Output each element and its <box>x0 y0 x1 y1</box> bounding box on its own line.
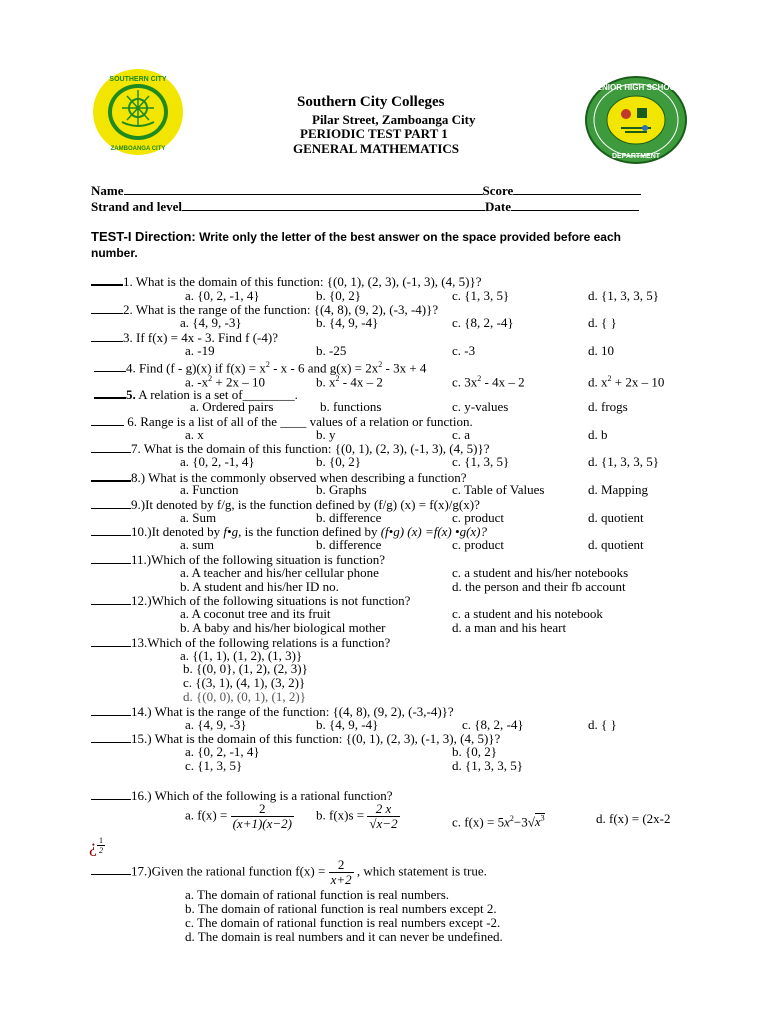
q7-option-d: d. {1, 3, 3, 5} <box>588 454 659 469</box>
q6-option-a: a. x <box>185 427 204 442</box>
q13-option-d: d. {(0, 0), (0, 1), (1, 2)} <box>183 689 306 704</box>
q2-option-a: a. {4, 9, -3} <box>180 315 242 330</box>
question-9 <box>91 497 480 512</box>
answer-blank-15[interactable] <box>91 731 131 743</box>
direction-text: Write only the letter of the best answer on the space provided before each <box>199 230 621 244</box>
answer-blank-12[interactable] <box>91 593 131 605</box>
q2-option-b: b. {4, 9, -4} <box>316 315 379 330</box>
q7-option-b: b. {0, 2} <box>316 454 361 469</box>
q8-option-b: b. Graphs <box>316 482 367 497</box>
q4-sup-1: 2 <box>265 360 270 369</box>
q8-option-d: d. Mapping <box>588 482 648 497</box>
q5-option-d: d. frogs <box>588 399 628 414</box>
q6-option-b: b. y <box>316 427 336 442</box>
q1-option-d: d. {1, 3, 3, 5} <box>588 288 659 303</box>
q4-option-a: a. $-x^2 + 2x - 10$ <box>185 374 265 390</box>
answer-blank-9[interactable] <box>91 497 131 509</box>
q4-option-d: d. $x^2 + 2x - 10$ <box>588 374 665 390</box>
question-8-text: 8.) What is the commonly observed when describing a function? <box>131 470 467 485</box>
answer-blank-3[interactable] <box>91 330 123 342</box>
subject-name: GENERAL MATHEMATICS <box>293 141 460 156</box>
q1-option-c: c. {1, 3, 5} <box>452 288 510 303</box>
q17-option-b: b. The domain of rational function is real numbers except 2. <box>185 901 497 916</box>
q6-option-d: d. b <box>588 427 608 442</box>
q15-option-d: d. {1, 3, 3, 5} <box>452 758 523 773</box>
question-5-text: A relation is a set of________. <box>135 387 298 402</box>
q12-option-c: c. a student and his notebook <box>452 606 603 621</box>
southern-city-colleges-logo <box>92 68 184 156</box>
answer-blank-1[interactable] <box>91 273 123 286</box>
question-11-text: 11.)Which of the following situation is function? <box>131 552 386 567</box>
q5-option-b: b. functions <box>320 399 382 414</box>
q4-sup-2: 2 <box>378 360 383 369</box>
q2-option-c: c. {8, 2, -4} <box>452 315 514 330</box>
question-13-text: 13.Which of the following relations is a function? <box>131 635 391 650</box>
answer-blank-13[interactable] <box>91 635 131 647</box>
answer-blank-10[interactable] <box>91 524 131 536</box>
q15-option-a: a. {0, 2, -1, 4} <box>185 744 260 759</box>
q3-option-d: d. 10 <box>588 343 614 358</box>
q2-option-d: d. { } <box>588 315 617 330</box>
question-16-text: 16.) Which of the following is a rational function? <box>131 788 393 803</box>
question-15 <box>91 731 500 746</box>
question-7-text: 7. What is the domain of this function: {(0, 1), (2, 3), (-1, 3), (4, 5)}? <box>131 441 490 456</box>
q9-option-d: d. quotient <box>588 510 644 525</box>
test-name: PERIODIC TEST PART 1 <box>300 126 448 141</box>
q4-text-post: - 3x + 4 <box>382 360 427 376</box>
question-7 <box>91 441 489 456</box>
senior-high-school-seal <box>585 76 687 164</box>
score-blank[interactable] <box>513 183 641 195</box>
question-14-text: 14.) What is the range of the function: {(4, 8), (9, 2), (-3,-4)}? <box>131 704 454 719</box>
q16-option-d: d. f(x) = (2x-2 <box>596 811 671 826</box>
answer-blank-8[interactable] <box>91 469 131 482</box>
q7-option-c: c. {1, 3, 5} <box>452 454 510 469</box>
q11-option-a: a. A teacher and his/her cellular phone <box>180 565 379 580</box>
answer-blank-14[interactable] <box>91 704 131 716</box>
question-9-text: 9.)It denoted by f/g, is the function defined by (f/g) (x) = f(x)/g(x)? <box>131 497 480 512</box>
svg-text:SOUTHERN CITY: SOUTHERN CITY <box>109 76 167 83</box>
school-address: Pilar Street, Zamboanga City <box>312 112 476 127</box>
stray-mark: ¿ $\frac{1}{2}$ <box>89 836 103 856</box>
school-name: Southern City Colleges <box>297 94 445 110</box>
q9-option-b: b. difference <box>316 510 382 525</box>
svg-text:DEPARTMENT: DEPARTMENT <box>611 153 661 160</box>
q14-option-a: a. {4, 9, -3} <box>185 717 247 732</box>
answer-blank-17[interactable] <box>91 863 131 875</box>
q11-option-d: d. the person and their fb account <box>452 579 626 594</box>
q4-option-c: c. $3x^2 - 4x - 2$ <box>452 374 525 390</box>
q17-option-a: a. The domain of rational function is real numbers. <box>185 887 450 902</box>
question-17: 17.)Given the rational function f(x) = $\frac{2}{x+2}$ , which statement is true. <box>91 858 487 887</box>
q13-option-b: b. {(0, 0}, (1, 2), (2, 3)} <box>183 661 308 676</box>
question-10: 10.)It denoted by f•g, is the function defined by (f•g) (x) =f(x) •g(x)? <box>91 524 487 539</box>
name-label: Name <box>91 183 124 198</box>
q12-option-b: b. A baby and his/her biological mother <box>180 620 386 635</box>
q8-option-a: a. Function <box>180 482 239 497</box>
q10-option-a: a. sum <box>180 537 214 552</box>
answer-blank-6[interactable] <box>91 414 124 426</box>
question-3-text: 3. If f(x) = 4x - 3. Find f (-4)? <box>123 330 278 345</box>
q5-option-c: c. y-values <box>452 399 509 414</box>
q16-b-fraction: $\frac{2 x}{√x-2}$ <box>369 801 398 831</box>
q4-option-b: b. $x^2 - 4x - 2$ <box>316 374 383 390</box>
answer-blank-7[interactable] <box>91 441 131 453</box>
direction-label: TEST-I Direction: <box>91 229 196 244</box>
q14-option-b: b. {4, 9, -4} <box>316 717 379 732</box>
q9-option-a: a. Sum <box>180 510 217 525</box>
q6-option-c: c. a <box>452 427 471 442</box>
strand-blank[interactable] <box>182 199 485 211</box>
q8-option-c: c. Table of Values <box>452 482 545 497</box>
question-1-text: 1. What is the domain of this function: {(0, 1), (2, 3), (-1, 3), (4, 5)}? <box>123 274 482 289</box>
svg-text:SENIOR HIGH SCHOOL: SENIOR HIGH SCHOOL <box>591 83 681 92</box>
strand-field <box>91 199 639 215</box>
answer-blank-2[interactable] <box>91 302 123 314</box>
question-8 <box>91 469 467 485</box>
q11-option-b: b. A student and his/her ID no. <box>180 579 339 594</box>
q12-option-a: a. A coconut tree and its fruit <box>180 606 331 621</box>
q14-option-c: c. {8, 2, -4} <box>462 717 524 732</box>
q3-option-b: b. -25 <box>316 343 347 358</box>
q3-option-c: c. -3 <box>452 343 476 358</box>
q13-option-c: c. {(3, 1), (4, 1), (3, 2)} <box>183 675 306 690</box>
q17-option-d: d. The domain is real numbers and it can never be undefined. <box>185 929 503 944</box>
q3-option-a: a. -19 <box>185 343 215 358</box>
test-direction <box>91 228 621 246</box>
q5-option-a: a. Ordered pairs <box>190 399 274 414</box>
strand-label: Strand and level <box>91 199 183 214</box>
q7-option-a: a. {0, 2, -1, 4} <box>180 454 255 469</box>
question-1 <box>91 273 481 289</box>
q16-a-fraction: $\frac{2}{(x+1)(x-2)}$ <box>232 801 292 831</box>
q4-text-pre: 4. Find (f - g)(x) if f(x) = x <box>126 360 266 376</box>
q16-option-b: b. f(x)s = $\frac{2 x}{√x-2}$ <box>316 801 398 831</box>
q10-option-c: c. product <box>452 537 504 552</box>
q10-option-b: b. difference <box>316 537 382 552</box>
answer-blank-16[interactable] <box>91 788 131 800</box>
q12-option-d: d. a man and his heart <box>452 620 567 635</box>
q10-option-d: d. quotient <box>588 537 644 552</box>
date-blank[interactable] <box>511 199 639 211</box>
question-12-text: 12.)Which of the following situations is not function? <box>131 593 411 608</box>
q15-option-c: c. {1, 3, 5} <box>185 758 243 773</box>
answer-blank-11[interactable] <box>91 552 131 564</box>
question-6-text: 6. Range is a list of all of the ____ values of a relation or function. <box>127 414 473 429</box>
answer-blank-5[interactable] <box>94 386 126 399</box>
question-6 <box>91 414 473 429</box>
score-label: Score <box>482 183 514 198</box>
svg-text:ZAMBOANGA CITY: ZAMBOANGA CITY <box>110 146 166 152</box>
date-label: Date <box>485 199 512 214</box>
q4-text-mid: - x - 6 and g(x) = 2x <box>269 360 379 376</box>
q15-option-b: b. {0, 2} <box>452 744 497 759</box>
direction-text-cont: number. <box>91 246 138 260</box>
q11-option-c: c. a student and his/her notebooks <box>452 565 629 580</box>
name-field <box>91 183 641 199</box>
q16-option-a: a. f(x) = $\frac{2}{(x+1)(x-2)}$ <box>185 801 292 831</box>
q16-option-c: c. $f(x) = 5x^2-3√x^3$ <box>452 814 545 830</box>
q1-option-b: b. {0, 2} <box>316 288 361 303</box>
name-blank[interactable] <box>124 183 483 195</box>
q5-num: 5. <box>126 387 136 402</box>
q1-option-a: a. {0, 2, -1, 4} <box>185 288 260 303</box>
q14-option-d: d. { } <box>588 717 617 732</box>
q17-fraction: $\frac{2}{x+2}$ <box>330 857 352 887</box>
question-2-text: 2. What is the range of the function: {(4, 8), (9, 2), (-3, -4)}? <box>123 302 439 317</box>
question-15-text: 15.) What is the domain of this function: {(0, 1), (2, 3), (-1, 3), (4, 5)}? <box>131 731 501 746</box>
q9-option-c: c. product <box>452 510 504 525</box>
q17-option-c: c. The domain of rational function is real numbers except -2. <box>185 915 501 930</box>
question-14 <box>91 704 454 719</box>
answer-blank-4[interactable] <box>94 360 126 372</box>
question-16 <box>91 788 393 803</box>
q13-option-a: a. {(1, 1), (1, 2), (1, 3)} <box>180 648 303 663</box>
question-2 <box>91 302 438 317</box>
